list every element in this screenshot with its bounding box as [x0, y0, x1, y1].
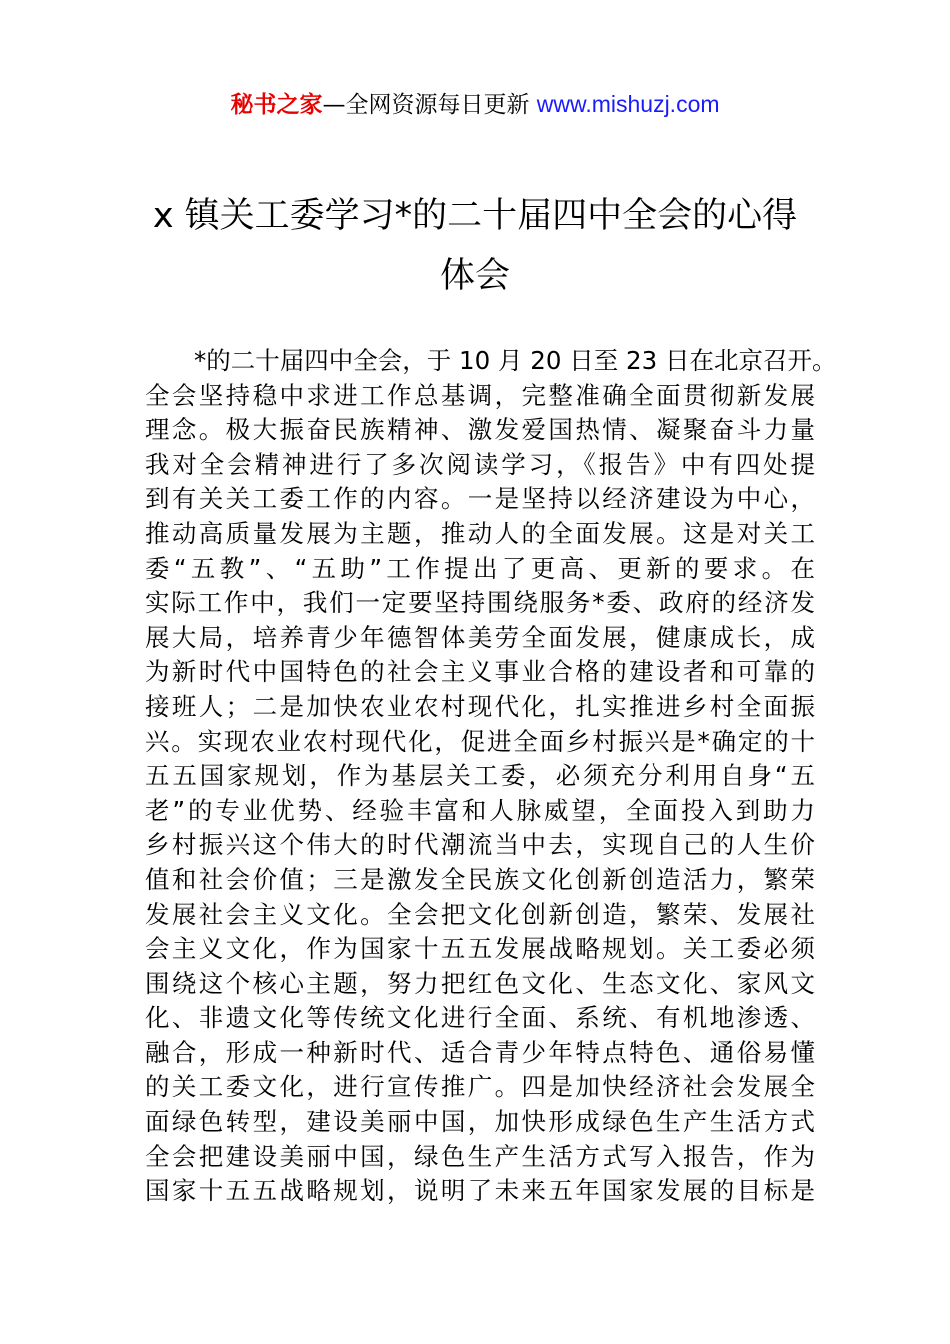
- body-line: 理念。极大振奋民族精神、激发爱国热情、凝聚奋斗力量: [145, 415, 815, 445]
- body-line: 值和社会价值；三是激发全民族文化创新创造活力，繁荣: [145, 864, 815, 894]
- body-line: 推动高质量发展为主题，推动人的全面发展。这是对关工: [145, 518, 815, 548]
- body-line: 兴。实现农业农村现代化，促进全面乡村振兴是*确定的十: [145, 726, 815, 756]
- site-header: [0, 88, 950, 121]
- body-line: 为新时代中国特色的社会主义事业合格的建设者和可靠的: [145, 657, 815, 687]
- body-line: 发展社会主义文化。全会把文化创新创造，繁荣、发展社: [145, 899, 815, 929]
- title-line: x 镇关工委学习*的二十届四中全会的心得: [152, 196, 798, 236]
- body-line: 实际工作中，我们一定要坚持围绕服务*委、政府的经济发: [145, 588, 815, 618]
- body-line: 乡村振兴这个伟大的时代潮流当中去，实现自己的人生价: [145, 830, 815, 860]
- title-line: 体会: [439, 256, 510, 296]
- body-line: 我对全会精神进行了多次阅读学习，《报告》中有四处提: [145, 449, 815, 479]
- body-line: 会主义文化，作为国家十五五发展战略规划。关工委必须: [145, 934, 815, 964]
- document-title: [110, 186, 840, 306]
- document-body: [145, 344, 837, 1209]
- body-line: 围绕这个核心主题，努力把红色文化、生态文化、家风文: [145, 968, 815, 998]
- body-line: 老”的专业优势、经验丰富和人脉威望，全面投入到助力: [145, 795, 815, 825]
- header-tagline: —全网资源每日更新: [322, 92, 537, 118]
- body-line: 的关工委文化，进行宣传推广。四是加快经济社会发展全: [145, 1072, 815, 1102]
- body-line: 面绿色转型，建设美丽中国，加快形成绿色生产生活方式: [145, 1107, 815, 1137]
- body-line: 委“五教”、“五助”工作提出了更高、更新的要求。在: [145, 553, 815, 583]
- body-line: 接班人；二是加快农业农村现代化，扎实推进乡村全面振: [145, 691, 815, 721]
- body-line: 展大局，培养青少年德智体美劳全面发展，健康成长，成: [145, 622, 815, 652]
- body-line: *的二十届四中全会，于 10 月 20 日至 23 日在北京召开。: [194, 346, 837, 375]
- brand-name: 秘书之家: [230, 92, 323, 118]
- body-line: 化、非遗文化等传统文化进行全面、系统、有机地渗透、: [145, 1003, 815, 1033]
- body-line: 融合，形成一种新时代、适合青少年特点特色、通俗易懂: [145, 1037, 815, 1067]
- body-line: 国家十五五战略规划，说明了未来五年国家发展的目标是: [145, 1176, 815, 1206]
- body-line: 全会把建设美丽中国，绿色生产生活方式写入报告，作为: [145, 1141, 815, 1171]
- body-line: 到有关关工委工作的内容。一是坚持以经济建设为中心，: [145, 484, 815, 514]
- body-line: 五五国家规划，作为基层关工委，必须充分利用自身“五: [145, 761, 815, 791]
- site-url-link[interactable]: www.mishuzj.com: [536, 91, 720, 117]
- body-line: 全会坚持稳中求进工作总基调，完整准确全面贯彻新发展: [145, 380, 815, 410]
